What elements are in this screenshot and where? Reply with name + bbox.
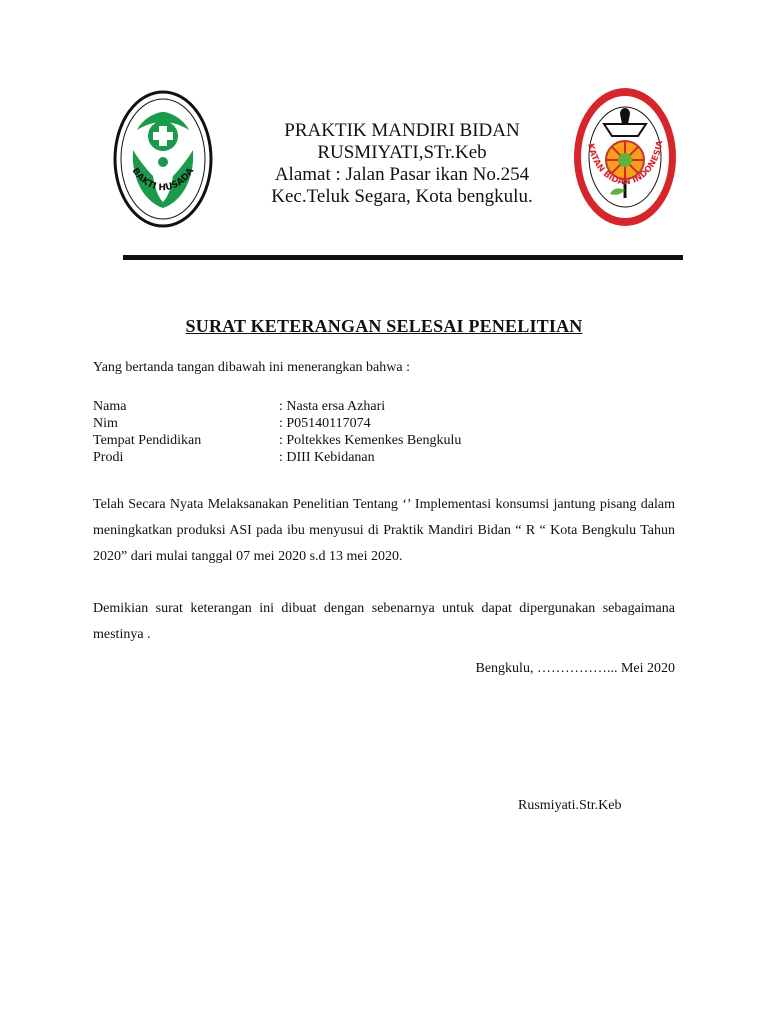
- svg-text:BAKTI HUSADA: BAKTI HUSADA: [129, 166, 197, 194]
- field-label: Nim: [93, 416, 118, 431]
- field-value: : DIII Kebidanan: [279, 450, 375, 465]
- field-row-institution: [93, 432, 461, 449]
- letterhead-address: Alamat : Jalan Pasar ikan No.254: [274, 164, 530, 185]
- bakti-husada-emblem-icon: [113, 90, 213, 228]
- research-statement-paragraph: Telah Secara Nyata Melaksanakan Penelitian Tentang ‘’ Implementasi konsumsi jantung pisang dalam meningkatkan produksi ASI pada ibu menyusui di Praktik Mandiri Bidan “ R “ Kota Bengkulu Tahun 2020” dari mulai tanggal 07 mei 2020 s.d 13 mei 2020.: [93, 497, 675, 564]
- closing-paragraph: Demikian surat keterangan ini dibuat dengan sebenarnya untuk dapat dipergunakan sebagaimana mestinya .: [93, 601, 675, 642]
- field-value: : Nasta ersa Azhari: [279, 399, 386, 414]
- ibi-logo: [572, 86, 678, 228]
- letterhead-district: Kec.Teluk Segara, Kota bengkulu.: [271, 186, 533, 207]
- field-value: : Poltekkes Kemenkes Bengkulu: [279, 433, 462, 448]
- field-row-program: [93, 449, 461, 466]
- field-row-nim: [93, 415, 461, 432]
- ibi-emblem-icon: [572, 86, 678, 228]
- field-label: Tempat Pendidikan: [93, 433, 202, 448]
- bakti-husada-logo: [113, 90, 213, 228]
- letterhead-midwife-name: RUSMIYATI,STr.Keb: [317, 142, 487, 163]
- svg-text:IKATAN BIDAN INDONESIA: KATAN BIDAN INDONESIA: [585, 139, 666, 188]
- place-date-line: Bengkulu, ……………... Mei 2020: [475, 661, 675, 676]
- signer-name: Rusmiyati.Str.Keb: [518, 798, 622, 813]
- letterhead: [230, 120, 574, 208]
- field-row-name: [93, 398, 461, 415]
- field-label: Prodi: [93, 450, 124, 465]
- letterhead-divider: [123, 255, 683, 260]
- field-label: Nama: [93, 399, 127, 414]
- field-value: : P05140117074: [279, 416, 371, 431]
- intro-statement: Yang bertanda tangan dibawah ini menerangkan bahwa :: [93, 360, 410, 375]
- document-title: SURAT KETERANGAN SELESAI PENELITIAN: [185, 316, 583, 336]
- identity-fields: [93, 398, 461, 466]
- letterhead-clinic-name: PRAKTIK MANDIRI BIDAN: [284, 120, 520, 141]
